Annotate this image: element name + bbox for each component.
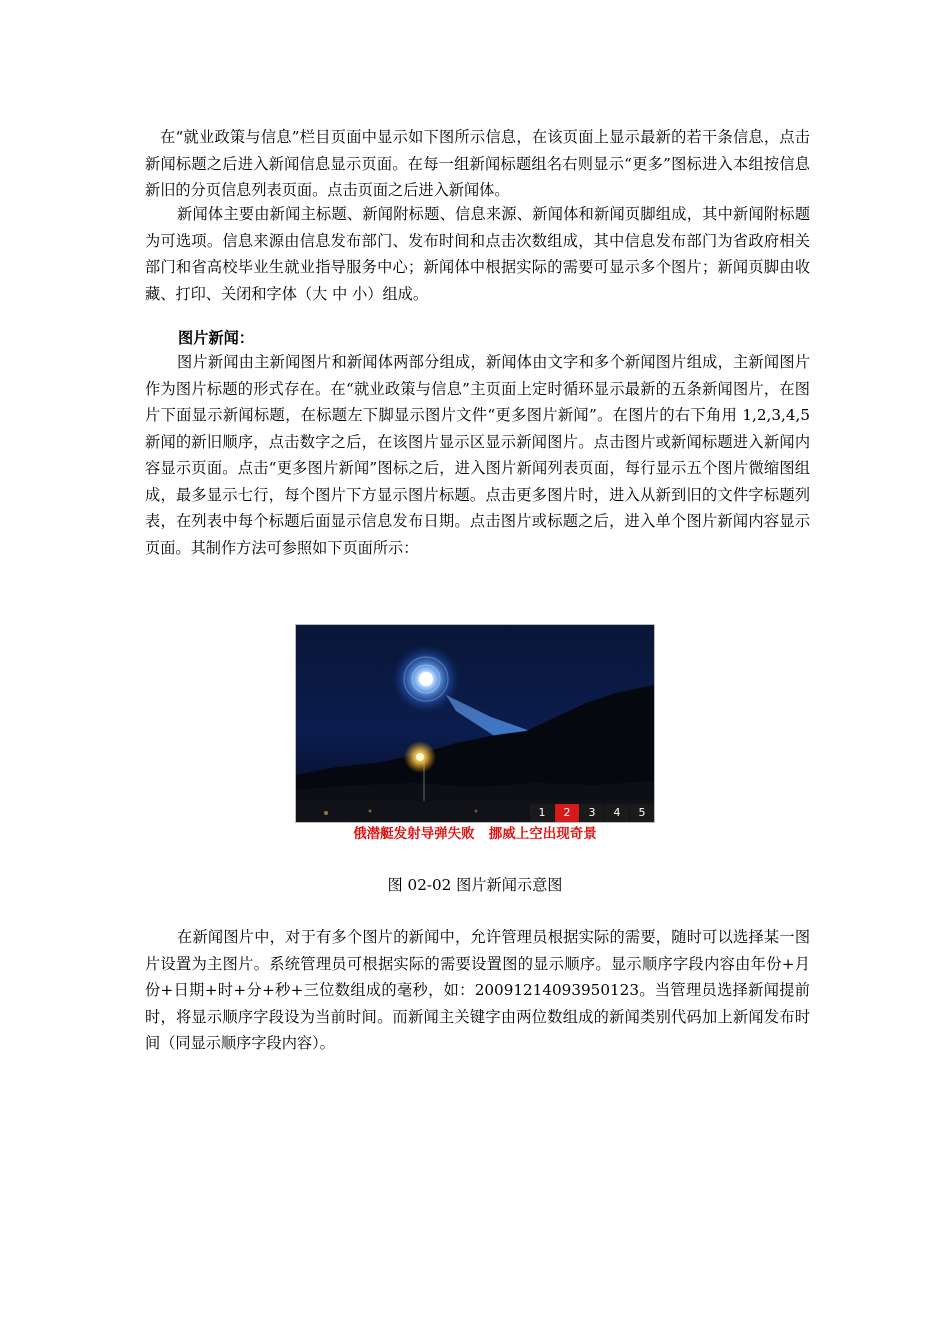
photo-news-figure bbox=[295, 624, 655, 846]
photo-news-title[interactable]: 俄潜艇发射导弹失败 挪威上空出现奇景 bbox=[353, 826, 597, 842]
photo-number-1[interactable]: 1 bbox=[530, 804, 554, 822]
paragraph-news-body: 新闻体主要由新闻主标题、新闻附标题、信息来源、新闻体和新闻页脚组成，其中新闻附标题为可选项。信息来源由信息发布部门、发布时间和点击次数组成，其中信息发布部门为省政府相关部门和省高校毕业生就业指导服务中心；新闻体中根据实际的需要可显示多个图片；新闻页脚由收藏、打印、关闭和字体（大 中 小）组成。 bbox=[145, 205, 810, 303]
figure-caption: 图 02-02 图片新闻示意图 bbox=[387, 876, 563, 894]
section-heading-photo-news: 图片新闻： bbox=[178, 329, 254, 347]
photo-number-switcher bbox=[529, 804, 654, 822]
paragraph-photo-order: 在新闻图片中，对于有多个图片的新闻中，允许管理员根据实际的需要，随时可以选择某一图片设置为主图片。系统管理员可根据实际的需要设置图的显示顺序。显示顺序字段内容由年份+月份+日期+时+分+秒+三位数组成的毫秒，如：20091214093950123。当管理员选择新闻提前时，将显示顺序字段设为当前时间。而新闻主关键字由两位数组成的新闻类别代码加上新闻发布时间（同显示顺序字段内容）。 bbox=[145, 928, 810, 1052]
photo-number-5[interactable]: 5 bbox=[630, 804, 654, 822]
paragraph-photo-news: 图片新闻由主新闻图片和新闻体两部分组成，新闻体由文字和多个新闻图片组成，主新闻图片作为图片标题的形式存在。在“就业政策与信息”主页面上定时循环显示最新的五条新闻图片，在图片下面显示新闻标题，在标题左下脚显示图片文件“更多图片新闻”。在图片的右下角用 1,2,3,4,5 新闻的新旧顺序，点击数字之后，在该图片显示区显示新闻图片。点击图片或新闻标题进入新闻内容显示页面。点击“更多图片新闻”图标之后，进入图片新闻列表页面，每行显示五个图片微缩图组成，最多显示七行，每个图片下方显示图片标题。点击更多图片时，进入从新到旧的文件字标题列表，在列表中每个标题后面显示信息发布日期。点击图片或标题之后，进入单个图片新闻内容显示页面。其制作方法可参照如下页面所示： bbox=[145, 353, 810, 557]
news-photo[interactable] bbox=[295, 624, 655, 823]
night-sky-photo bbox=[296, 625, 654, 822]
photo-number-4[interactable]: 4 bbox=[605, 804, 629, 822]
paragraph-intro: 在“就业政策与信息”栏目页面中显示如下图所示信息，在该页面上显示最新的若干条信息，点击新闻标题之后进入新闻信息显示页面。在每一组新闻标题组名右则显示“更多”图标进入本组按信息新旧的分页信息列表页面。点击页面之后进入新闻体。 bbox=[145, 128, 810, 199]
photo-number-2[interactable]: 2 bbox=[555, 804, 579, 822]
photo-number-3[interactable]: 3 bbox=[580, 804, 604, 822]
